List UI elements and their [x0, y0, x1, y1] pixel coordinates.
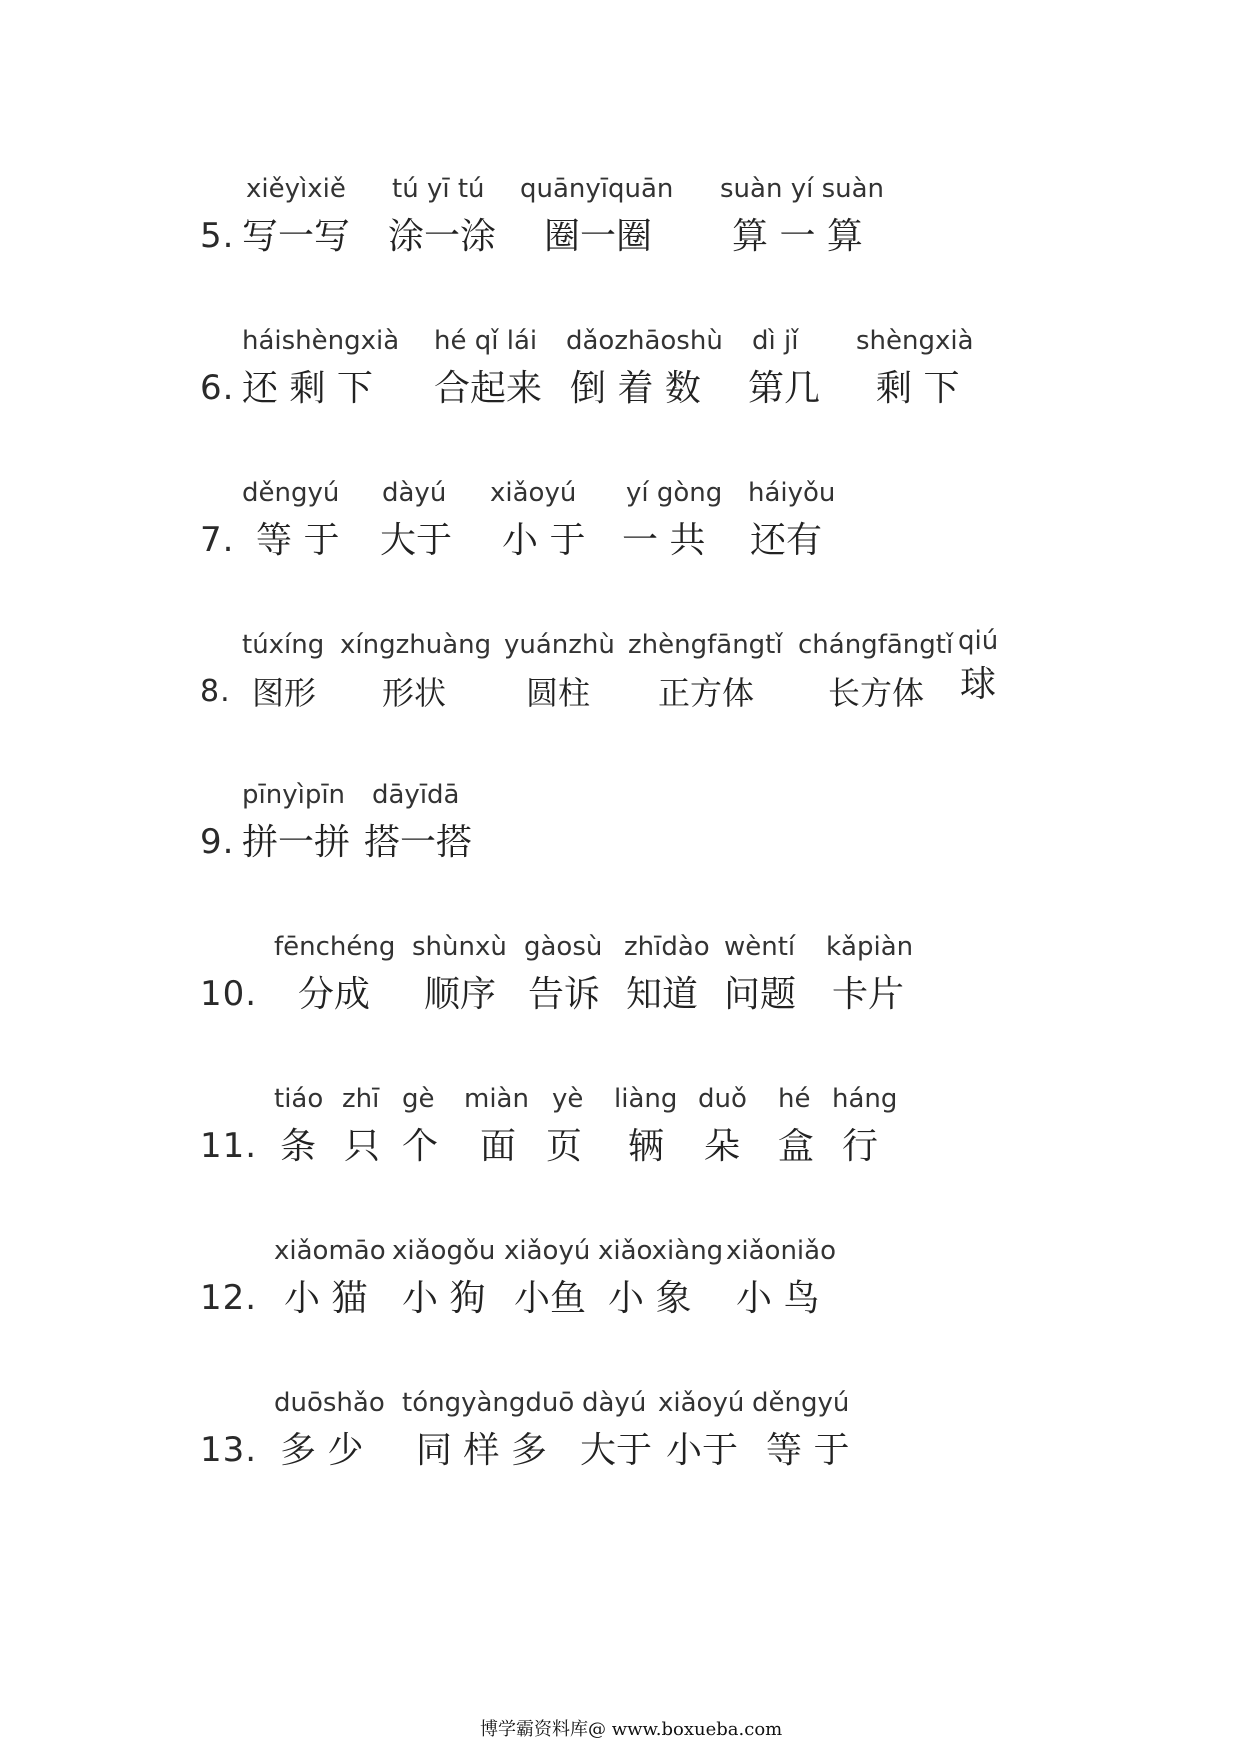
pinyin: xiěyìxiě [246, 174, 346, 204]
pinyin: xiǎoyú [658, 1388, 745, 1418]
pinyin: zhī [342, 1084, 380, 1114]
hanzi: 小 于 [502, 520, 586, 561]
hanzi: 同 样 多 [416, 1430, 547, 1471]
pinyin: tóngyàngduō [402, 1388, 575, 1418]
hanzi: 个 [402, 1126, 439, 1167]
pinyin: shèngxià [856, 326, 974, 356]
pinyin: tú yī tú [392, 174, 485, 204]
hanzi: 多 少 [280, 1430, 364, 1471]
hanzi: 正方体 [658, 674, 755, 712]
pinyin: fēnchéng [274, 932, 396, 962]
hanzi: 小 猫 [284, 1278, 368, 1319]
vocab-item-12 [0, 1236, 1241, 1356]
hanzi: 小鱼 [514, 1278, 587, 1319]
pinyin: zhèngfāngtǐ [628, 630, 783, 660]
hanzi: 朵 [704, 1126, 741, 1167]
hanzi: 分成 [298, 974, 371, 1015]
pinyin: háiyǒu [748, 478, 836, 508]
vocab-item-13 [0, 1388, 1241, 1508]
pinyin: děngyú [752, 1388, 850, 1418]
item-number: 12. [200, 1278, 258, 1318]
pinyin: suàn yí suàn [720, 174, 885, 204]
pinyin: xiǎoyú [490, 478, 577, 508]
footer-watermark: 博学霸资料库@ www.boxueba.com [480, 1719, 783, 1740]
item-number: 13. [200, 1430, 258, 1470]
pinyin: xíngzhuàng [340, 630, 492, 660]
item-number: 8. [200, 674, 231, 709]
hanzi: 圆柱 [526, 674, 591, 712]
hanzi: 行 [842, 1126, 879, 1167]
hanzi: 面 [480, 1126, 517, 1167]
pinyin: yuánzhù [504, 630, 615, 660]
item-number: 11. [200, 1126, 258, 1166]
pinyin: dǎozhāoshù [566, 326, 723, 356]
pinyin: kǎpiàn [826, 932, 914, 962]
hanzi: 大于 [380, 520, 453, 561]
pinyin: túxíng [242, 630, 325, 660]
hanzi: 还有 [750, 520, 823, 561]
hanzi: 小 鸟 [736, 1278, 820, 1319]
item-number: 7. [200, 520, 235, 560]
vocab-item-5 [0, 174, 1241, 294]
pinyin: dàyú [382, 478, 447, 508]
pinyin: dàyú [582, 1388, 647, 1418]
hanzi: 长方体 [828, 674, 925, 712]
pinyin: tiáo [274, 1084, 324, 1114]
hanzi: 搭一搭 [364, 822, 473, 863]
pinyin: háishèngxià [242, 326, 400, 356]
hanzi: 形状 [382, 674, 447, 712]
hanzi: 圈一圈 [544, 216, 653, 257]
hanzi: 写一写 [242, 216, 351, 257]
hanzi: 小于 [666, 1430, 739, 1471]
hanzi: 球 [960, 664, 997, 705]
vocab-item-11 [0, 1084, 1241, 1204]
pinyin: hé [778, 1084, 811, 1114]
pinyin: xiǎomāo [274, 1236, 386, 1266]
pinyin: miàn [464, 1084, 529, 1114]
hanzi: 还 剩 下 [242, 368, 373, 409]
hanzi: 知道 [626, 974, 699, 1015]
pinyin: děngyú [242, 478, 340, 508]
hanzi: 页 [546, 1126, 583, 1167]
hanzi: 拼一拼 [242, 822, 351, 863]
hanzi: 图形 [252, 674, 317, 712]
hanzi: 小 狗 [402, 1278, 486, 1319]
vocab-item-8 [0, 626, 1241, 750]
pinyin: duōshǎo [274, 1388, 385, 1418]
pinyin: dì jǐ [752, 326, 799, 356]
pinyin: zhīdào [624, 932, 710, 962]
hanzi: 等 于 [766, 1430, 850, 1471]
pinyin: gè [402, 1084, 435, 1114]
item-number: 6. [200, 368, 235, 408]
pinyin: quānyīquān [520, 174, 674, 204]
pinyin: yè [552, 1084, 584, 1114]
pinyin: xiǎoyú [504, 1236, 591, 1266]
hanzi: 涂一涂 [388, 216, 497, 257]
pinyin: gàosù [524, 932, 603, 962]
pinyin: xiǎoniǎo [726, 1236, 836, 1266]
pinyin: shùnxù [412, 932, 507, 962]
vocab-item-6 [0, 326, 1241, 446]
item-number: 5. [200, 216, 235, 256]
pinyin: yí gòng [626, 478, 723, 508]
pinyin: duǒ [698, 1084, 747, 1114]
pinyin: xiǎogǒu [392, 1236, 496, 1266]
hanzi: 卡片 [832, 974, 905, 1015]
hanzi: 只 [344, 1126, 381, 1167]
pinyin: hé qǐ lái [434, 326, 538, 356]
vocab-item-9 [0, 780, 1241, 900]
hanzi: 第几 [748, 368, 821, 409]
hanzi: 一 共 [622, 520, 706, 561]
item-number: 9. [200, 822, 235, 862]
pinyin: chángfāngtǐ [798, 630, 954, 660]
pinyin: dāyīdā [372, 780, 460, 810]
hanzi: 大于 [580, 1430, 653, 1471]
hanzi: 盒 [778, 1126, 815, 1167]
hanzi: 剩 下 [876, 368, 960, 409]
hanzi: 小 象 [608, 1278, 692, 1319]
item-number: 10. [200, 974, 258, 1014]
hanzi: 告诉 [528, 974, 601, 1015]
hanzi: 辆 [628, 1126, 665, 1167]
pinyin: qiú [958, 626, 999, 656]
pinyin: xiǎoxiàng [598, 1236, 724, 1266]
hanzi: 合起来 [434, 368, 543, 409]
hanzi: 等 于 [256, 520, 340, 561]
hanzi: 顺序 [424, 974, 497, 1015]
hanzi: 倒 着 数 [570, 368, 701, 409]
pinyin: háng [832, 1084, 898, 1114]
hanzi: 问题 [724, 974, 797, 1015]
pinyin: liàng [614, 1084, 678, 1114]
hanzi: 条 [280, 1126, 317, 1167]
hanzi: 算 一 算 [732, 216, 863, 257]
pinyin: pīnyìpīn [242, 780, 346, 810]
pinyin: wèntí [724, 932, 796, 962]
vocab-item-7 [0, 478, 1241, 598]
vocab-item-10 [0, 932, 1241, 1052]
